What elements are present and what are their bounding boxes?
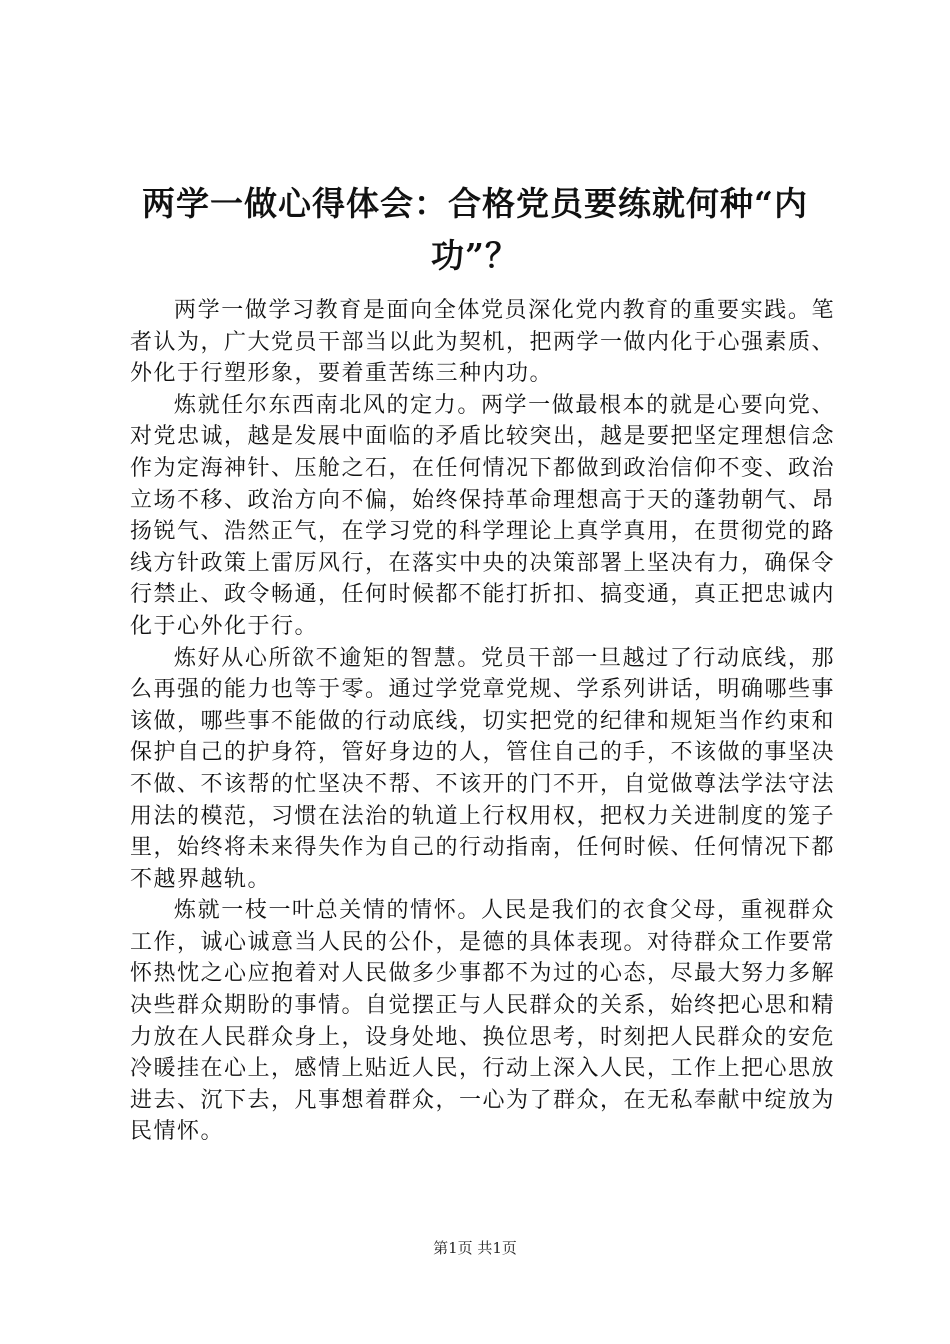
page-number-footer: 第1页 共1页	[433, 1239, 517, 1257]
document-body	[130, 295, 835, 1148]
paragraph-zhihui: 炼好从心所欲不逾矩的智慧。党员干部一旦越过了行动底线，那么再强的能力也等于零。通过学党章党规、学系列讲话，明确哪些事该做，哪些事不能做的行动底线，切实把党的纪律和规矩当作约束和保护自己的护身符，管好身边的人，管住自己的手，不该做的事坚决不做、不该帮的忙坚决不帮、不该开的门不开，自觉做尊法学法守法用法的模范，习惯在法治的轨道上行权用权，把权力关进制度的笼子里，始终将未来得失作为自己的行动指南，任何时候、任何情况下都不越界越轨。	[130, 645, 836, 892]
paragraph-intro: 两学一做学习教育是面向全体党员深化党内教育的重要实践。笔者认为，广大党员干部当以此为契机，把两学一做内化于心强素质、外化于行塑形象，要着重苦练三种内功。	[130, 298, 836, 387]
paragraph-dingli: 炼就任尔东西南北风的定力。两学一做最根本的就是心要向党、对党忠诚，越是发展中面临的矛盾比较突出，越是要把坚定理想信念作为定海神针、压舱之石，在任何情况下都做到政治信仰不变、政治立场不移、政治方向不偏，始终保持革命理想高于天的蓬勃朝气、昂扬锐气、浩然正气，在学习党的科学理论上真学真用，在贯彻党的路线方针政策上雷厉风行，在落实中央的决策部署上坚决有力，确保令行禁止、政令畅通，任何时候都不能打折扣、搞变通，真正把忠诚内化于心外化于行。	[130, 392, 836, 639]
document-title: 两学一做心得体会：合格党员要练就何种“内功”？	[142, 184, 808, 275]
paragraph-qinghuai: 炼就一枝一叶总关情的情怀。人民是我们的衣食父母，重视群众工作，诚心诚意当人民的公仆，是德的具体表现。对待群众工作要常怀热忱之心应抱着对人民做多少事都不为过的心态，尽最大努力多解决些群众期盼的事情。自觉摆正与人民群众的关系，始终把心思和精力放在人民群众身上，设身处地、换位思考，时刻把人民群众的安危冷暖挂在心上，感情上贴近人民，行动上深入人民，工作上把心思放进去、沉下去，凡事想着群众，一心为了群众，在无私奉献中绽放为民情怀。	[130, 898, 836, 1145]
